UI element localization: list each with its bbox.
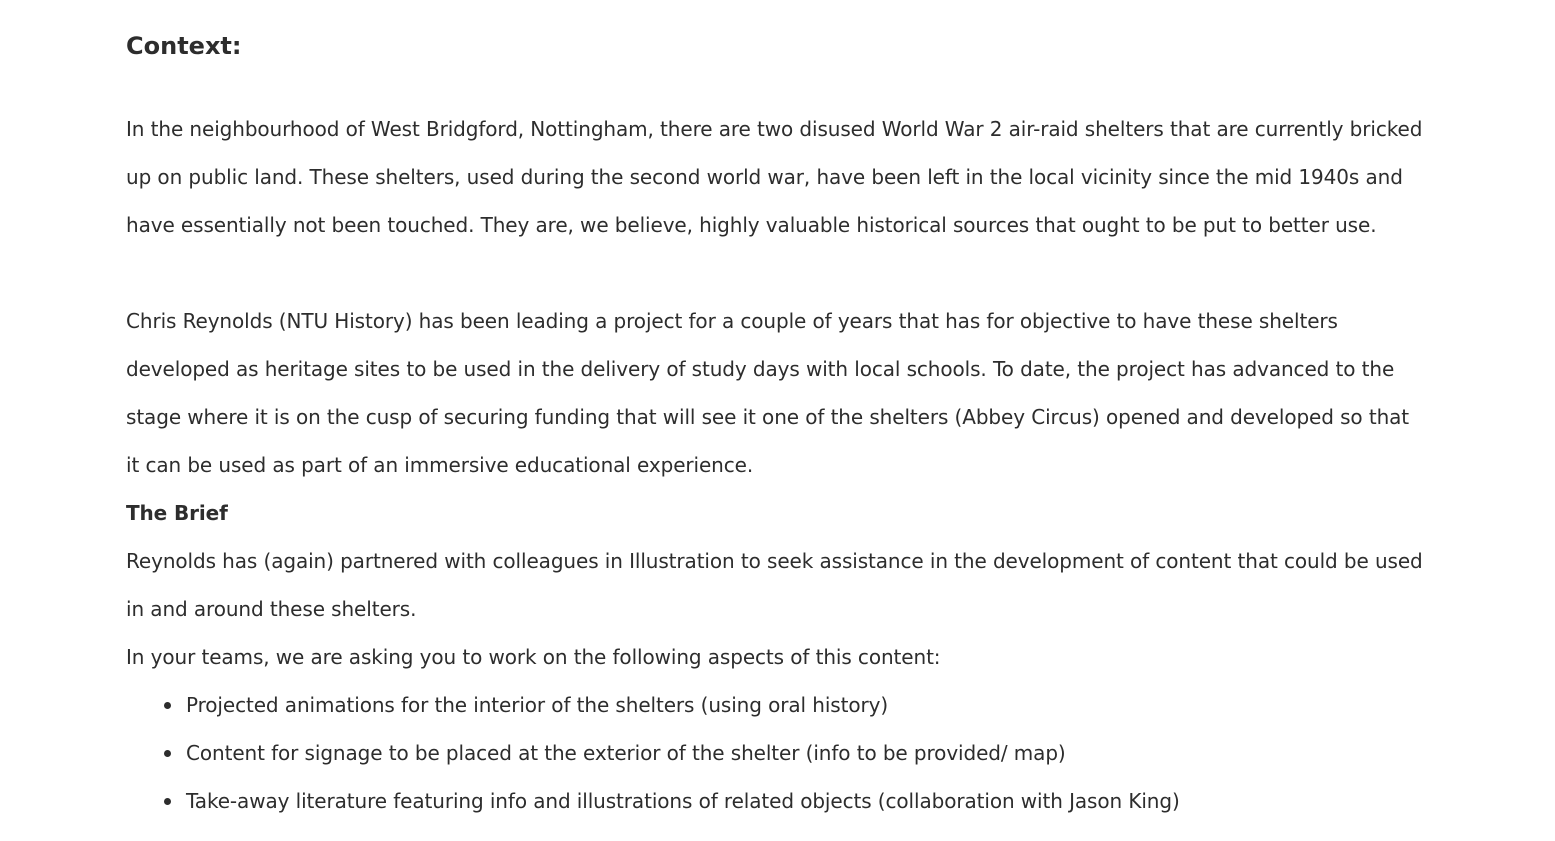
document-content [126,28,1426,825]
context-paragraph-1: In the neighbourhood of West Bridgford, Nottingham, there are two disused World War 2 air-raid shelters that are currently bricked up on public land. These shelters, used during the second world war, have been left in the local vicinity since the mid 1940s and have essentially not been touched. They are, we believe, highly valuable historical sources that ought to be put to better use. [126,117,1423,237]
brief-paragraph: Reynolds has (again) partnered with colleagues in Illustration to seek assistance in the development of content that could be used in and around these shelters. [126,549,1423,621]
teams-intro-paragraph: In your teams, we are asking you to work on the following aspects of this content: [126,645,941,669]
list-item-text: Take-away literature featuring info and illustrations of related objects (collaboration with Jason King) [186,789,1180,813]
list-item [186,729,1426,777]
list-item [186,681,1426,729]
list-item-text: Projected animations for the interior of the shelters (using oral history) [186,693,889,717]
bullet-icon [164,750,171,757]
brief-heading: The Brief [126,501,228,525]
aspects-list [126,681,1426,825]
context-paragraph-2: Chris Reynolds (NTU History) has been leading a project for a couple of years that has for objective to have these shelters developed as heritage sites to be used in the delivery of study days with local schools. To date, the project has advanced to the stage where it is on the cusp of securing funding that will see it one of the shelters (Abbey Circus) opened and developed so that it can be used as part of an immersive educational experience. [126,309,1410,477]
bullet-icon [164,702,171,709]
context-heading: Context: [126,32,242,60]
bullet-icon [164,798,171,805]
list-item-text: Content for signage to be placed at the exterior of the shelter (info to be provided/ map) [186,741,1066,765]
list-item [186,777,1426,825]
